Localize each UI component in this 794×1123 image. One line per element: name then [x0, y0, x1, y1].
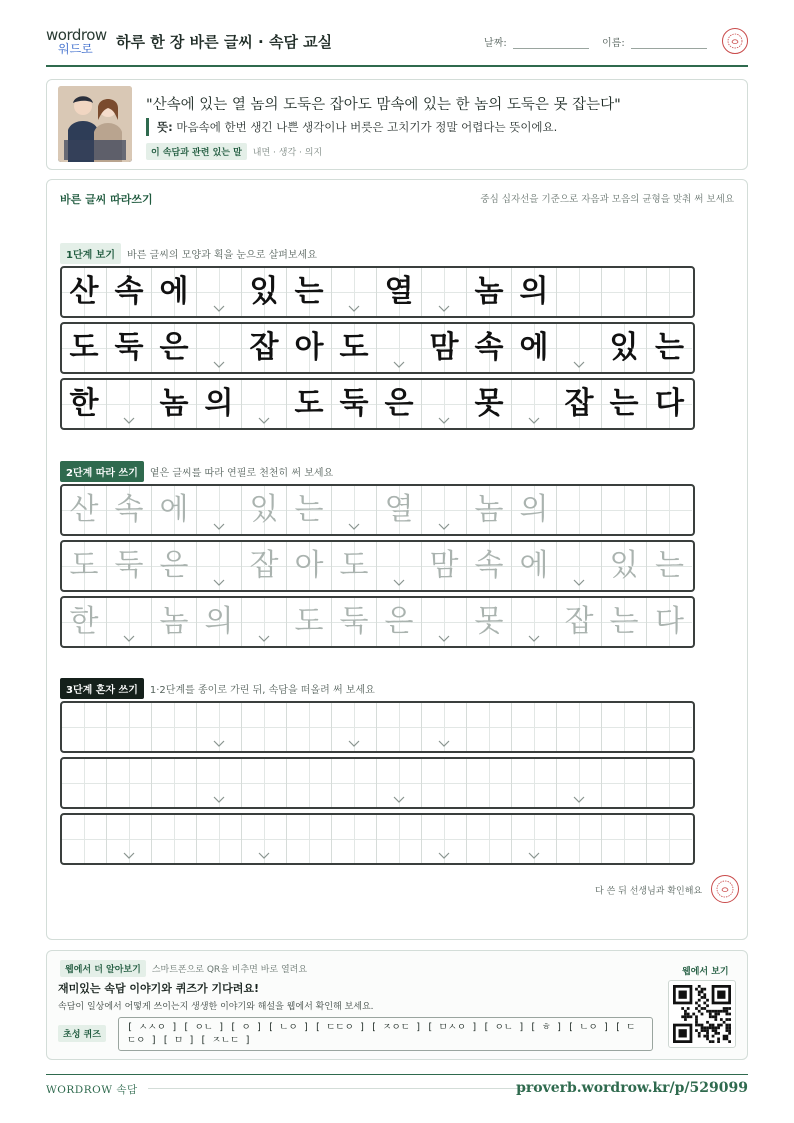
- writing-row[interactable]: [60, 813, 695, 865]
- grid-char: 아: [294, 330, 324, 365]
- grid-cell: [242, 324, 287, 372]
- grid-cell[interactable]: [287, 815, 332, 863]
- grid-cell[interactable]: [197, 598, 242, 646]
- web-header: [60, 960, 307, 977]
- writing-row: [60, 378, 695, 430]
- grid-char: 잡: [564, 604, 594, 639]
- grid-char: 한: [69, 604, 99, 639]
- grid-cell: [62, 324, 107, 372]
- grid-char: 는: [655, 330, 684, 365]
- grid-cell: [197, 268, 242, 316]
- grid-cell[interactable]: [107, 703, 152, 751]
- grid-cell[interactable]: [422, 703, 467, 751]
- space-mark-icon: [123, 635, 135, 642]
- grid-char: 맘: [429, 330, 459, 365]
- footer-rule: [148, 1088, 538, 1089]
- related-list: 내면 · 생각 · 의지: [252, 148, 323, 158]
- stamp-icon: [722, 28, 748, 54]
- grid-cell[interactable]: [512, 486, 557, 534]
- grid-char: 속: [114, 274, 144, 309]
- grid-cell: [152, 380, 197, 428]
- space-mark-icon: [528, 635, 540, 642]
- web-badge-sub: 스마트폰으로 QR을 비추면 바로 열려요: [151, 965, 308, 975]
- grid-cell[interactable]: [287, 486, 332, 534]
- grid-cell[interactable]: [152, 815, 197, 863]
- grid-cell[interactable]: [242, 598, 287, 646]
- grid-cell[interactable]: [242, 703, 287, 751]
- grid-cell[interactable]: [287, 703, 332, 751]
- grid-cell[interactable]: [467, 759, 512, 807]
- grid-cell[interactable]: [62, 598, 107, 646]
- meaning-label: 뜻:: [157, 120, 173, 134]
- grid-cell: [197, 380, 242, 428]
- grid-cell[interactable]: [152, 703, 197, 751]
- space-mark-icon: [438, 417, 450, 424]
- writing-row: [60, 322, 695, 374]
- grid-cell[interactable]: [62, 759, 107, 807]
- space-mark-icon: [213, 796, 225, 803]
- grid-char: 는: [609, 386, 639, 421]
- footer-divider: [46, 1074, 748, 1075]
- grid-char: 잡: [564, 386, 594, 421]
- grid-cell: [62, 380, 107, 428]
- space-mark-icon: [123, 417, 135, 424]
- grid-cell[interactable]: [467, 598, 512, 646]
- related-tag: 이 속담과 관련 있는 말: [146, 143, 247, 160]
- name-label: 이름:: [602, 38, 625, 49]
- grid-char: 있: [609, 330, 639, 365]
- quiz-label: [58, 1022, 106, 1042]
- grid-cell[interactable]: [647, 486, 692, 534]
- grid-char: 의: [519, 274, 549, 309]
- space-mark-icon: [348, 740, 360, 747]
- grid-char: 는: [655, 548, 684, 583]
- grid-cell[interactable]: [557, 598, 602, 646]
- grid-char: 속: [114, 492, 144, 527]
- date-field[interactable]: [484, 34, 589, 49]
- grid-cell: [647, 268, 692, 316]
- grid-cell[interactable]: [422, 759, 467, 807]
- space-mark-icon: [438, 523, 450, 530]
- writing-row[interactable]: [60, 484, 695, 536]
- space-mark-icon: [213, 579, 225, 586]
- grid-cell[interactable]: [377, 815, 422, 863]
- grid-cell[interactable]: [107, 486, 152, 534]
- date-label: 날짜:: [484, 38, 507, 49]
- web-badge: 웹에서 더 알아보기: [60, 960, 146, 977]
- chosung-quiz: [ ㅅㅅㅇ ] [ ㅇㄴ ] [ ㅇ ] [ ㄴㅇ ] [ ㄷㄷㅇ ] [ ㅈㅇㄷ ] [ ㅁㅅㅇ ] [ ㅇㄴ ] [ ㅎ ] [ ㄴㅇ ] [ ㄷㄷㅇ ] [ ㅁ ] [ ㅈㄴㄷ ]: [118, 1017, 653, 1051]
- grid-cell[interactable]: [332, 542, 377, 590]
- confirm-text: 다 쓴 뒤 선생님과 확인해요: [595, 886, 703, 897]
- space-mark-icon: [348, 523, 360, 530]
- grid-char: 놈: [159, 386, 189, 421]
- grid-cell[interactable]: [467, 542, 512, 590]
- grid-cell[interactable]: [332, 759, 377, 807]
- grid-char: 못: [474, 604, 504, 639]
- grid-cell[interactable]: [557, 759, 602, 807]
- grid-char: 도: [294, 604, 324, 639]
- grid-char: 다: [655, 386, 684, 421]
- grid-cell[interactable]: [422, 542, 467, 590]
- grid-cell[interactable]: [62, 542, 107, 590]
- grid-cell[interactable]: [152, 759, 197, 807]
- grid-char: 열: [384, 492, 414, 527]
- grid-cell: [602, 324, 647, 372]
- grid-cell[interactable]: [287, 598, 332, 646]
- grid-cell[interactable]: [512, 542, 557, 590]
- grid-char: 잡: [249, 330, 279, 365]
- space-mark-icon: [438, 305, 450, 312]
- grid-cell[interactable]: [512, 759, 557, 807]
- web-title: 재미있는 속담 이야기와 퀴즈가 기다려요!: [58, 982, 259, 995]
- space-mark-icon: [348, 305, 360, 312]
- grid-cell[interactable]: [332, 703, 377, 751]
- grid-cell[interactable]: [332, 598, 377, 646]
- step3-header: [60, 678, 375, 699]
- grid-cell[interactable]: [62, 703, 107, 751]
- footer-url[interactable]: proverb.wordrow.kr/p/529099: [516, 1080, 748, 1096]
- grid-cell: [512, 380, 557, 428]
- qr-label: 웹에서 보기: [682, 967, 729, 977]
- grid-char: 속: [474, 330, 504, 365]
- grid-cell: [512, 268, 557, 316]
- step3-badge: 3단계 혼자 쓰기: [60, 678, 144, 699]
- grid-cell: [152, 268, 197, 316]
- grid-cell[interactable]: [512, 703, 557, 751]
- writing-row[interactable]: [60, 701, 695, 753]
- grid-cell[interactable]: [647, 815, 692, 863]
- grid-cell[interactable]: [242, 542, 287, 590]
- grid-char: 도: [339, 548, 369, 583]
- writing-row[interactable]: [60, 757, 695, 809]
- grid-cell[interactable]: [242, 759, 287, 807]
- grid-char: 놈: [159, 604, 189, 639]
- grid-cell: [332, 324, 377, 372]
- grid-char: 못: [474, 386, 504, 421]
- grid-cell[interactable]: [422, 486, 467, 534]
- grid-cell[interactable]: [467, 815, 512, 863]
- grid-char: 도: [294, 386, 324, 421]
- quiz-tag: 초성 퀴즈: [58, 1025, 106, 1042]
- grid-char: 은: [159, 330, 189, 365]
- space-mark-icon: [438, 852, 450, 859]
- logo-text: wordrow: [46, 26, 107, 44]
- grid-cell[interactable]: [197, 486, 242, 534]
- grid-cell[interactable]: [467, 486, 512, 534]
- space-mark-icon: [573, 579, 585, 586]
- grid-cell: [467, 268, 512, 316]
- grid-cell[interactable]: [557, 703, 602, 751]
- grid-cell[interactable]: [377, 542, 422, 590]
- space-mark-icon: [213, 361, 225, 368]
- grid-char: 은: [384, 604, 414, 639]
- grid-cell[interactable]: [377, 703, 422, 751]
- grid-cell[interactable]: [197, 703, 242, 751]
- grid-char: 아: [294, 548, 324, 583]
- grid-char: 둑: [339, 604, 369, 639]
- space-mark-icon: [393, 579, 405, 586]
- proverb-quote: "산속에 있는 열 놈의 도둑은 잡아도 맘속에 있는 한 놈의 도둑은 못 잡는다": [146, 97, 621, 113]
- meaning-text: 마음속에 한번 생긴 나쁜 생각이나 버릇은 고치기가 정말 어렵다는 뜻이에요.: [176, 120, 558, 134]
- grid-char: 잡: [249, 548, 279, 583]
- grid-cell: [107, 324, 152, 372]
- grid-cell[interactable]: [647, 703, 692, 751]
- grid-char: 는: [294, 274, 324, 309]
- space-mark-icon: [213, 305, 225, 312]
- grid-cell: [467, 324, 512, 372]
- qr-code-icon[interactable]: [668, 980, 736, 1048]
- grid-cell[interactable]: [152, 598, 197, 646]
- practice-title: 바른 글씨 따라쓰기: [60, 193, 153, 206]
- grid-cell[interactable]: [557, 542, 602, 590]
- grid-cell[interactable]: [107, 542, 152, 590]
- grid-char: 둑: [339, 386, 369, 421]
- grid-char: 에: [519, 330, 549, 365]
- step3-desc: 1·2단계를 종이로 가린 뒤, 속담을 떠올려 써 보세요: [149, 685, 375, 696]
- grid-cell: [107, 380, 152, 428]
- space-mark-icon: [438, 635, 450, 642]
- grid-cell: [377, 268, 422, 316]
- grid-cell[interactable]: [377, 598, 422, 646]
- writing-row[interactable]: [60, 540, 695, 592]
- step2-desc: 옅은 글씨를 따라 연필로 천천히 써 보세요: [149, 468, 334, 479]
- space-mark-icon: [123, 852, 135, 859]
- grid-cell[interactable]: [377, 486, 422, 534]
- grid-cell: [287, 324, 332, 372]
- grid-cell[interactable]: [422, 598, 467, 646]
- page-title: 하루 한 장 바른 글씨 · 속담 교실: [116, 33, 333, 51]
- step2-header: [60, 461, 333, 482]
- grid-cell: [557, 380, 602, 428]
- grid-cell[interactable]: [332, 486, 377, 534]
- grid-cell[interactable]: [512, 598, 557, 646]
- grid-cell[interactable]: [602, 542, 647, 590]
- related-words: [146, 143, 322, 160]
- grid-cell[interactable]: [422, 815, 467, 863]
- grid-cell[interactable]: [647, 759, 692, 807]
- grid-char: 산: [69, 274, 99, 309]
- grid-char: 의: [519, 492, 549, 527]
- step2-badge: 2단계 따라 쓰기: [60, 461, 144, 482]
- grid-cell: [332, 268, 377, 316]
- grid-cell: [287, 380, 332, 428]
- grid-char: 도: [69, 330, 99, 365]
- writing-row: [60, 266, 695, 318]
- grid-char: 열: [384, 274, 414, 309]
- grid-cell: [647, 380, 692, 428]
- grid-cell: [602, 268, 647, 316]
- proverb-meaning: [146, 118, 557, 136]
- grid-cell[interactable]: [152, 486, 197, 534]
- grid-cell[interactable]: [557, 815, 602, 863]
- grid-char: 은: [159, 548, 189, 583]
- grid-char: 있: [249, 492, 279, 527]
- confirm-note: [595, 877, 739, 905]
- grid-cell: [287, 268, 332, 316]
- web-desc: 속담이 일상에서 어떻게 쓰이는지 생생한 이야기와 해설을 웹에서 확인해 보세요.: [58, 1002, 374, 1012]
- grid-char: 에: [159, 492, 189, 527]
- logo-subtext: 워드로: [58, 42, 93, 56]
- space-mark-icon: [258, 635, 270, 642]
- space-mark-icon: [393, 361, 405, 368]
- grid-cell: [557, 324, 602, 372]
- grid-cell[interactable]: [602, 703, 647, 751]
- grid-cell[interactable]: [62, 815, 107, 863]
- grid-char: 속: [474, 548, 504, 583]
- grid-cell[interactable]: [647, 598, 692, 646]
- grid-char: 있: [609, 548, 639, 583]
- grid-cell[interactable]: [107, 815, 152, 863]
- grid-cell: [107, 268, 152, 316]
- grid-char: 도: [339, 330, 369, 365]
- stamp-icon: [711, 875, 739, 903]
- grid-cell[interactable]: [602, 815, 647, 863]
- grid-cell[interactable]: [377, 759, 422, 807]
- space-mark-icon: [258, 852, 270, 859]
- grid-char: 도: [69, 548, 99, 583]
- space-mark-icon: [438, 740, 450, 747]
- proverb-illustration: [58, 86, 132, 162]
- grid-cell: [377, 380, 422, 428]
- grid-cell[interactable]: [512, 815, 557, 863]
- grid-char: 있: [249, 274, 279, 309]
- writing-row[interactable]: [60, 596, 695, 648]
- grid-cell: [422, 380, 467, 428]
- grid-cell[interactable]: [287, 542, 332, 590]
- grid-char: 놈: [474, 274, 504, 309]
- grid-cell: [557, 268, 602, 316]
- grid-char: 의: [204, 604, 234, 639]
- grid-cell: [647, 324, 692, 372]
- space-mark-icon: [258, 417, 270, 424]
- grid-cell[interactable]: [242, 486, 287, 534]
- step1-badge: 1단계 보기: [60, 243, 121, 264]
- grid-cell: [377, 324, 422, 372]
- grid-char: 는: [294, 492, 324, 527]
- grid-char: 놈: [474, 492, 504, 527]
- grid-cell: [242, 268, 287, 316]
- step1-desc: 바른 글씨의 모양과 획을 눈으로 살펴보세요: [127, 250, 317, 261]
- grid-cell: [242, 380, 287, 428]
- grid-cell[interactable]: [647, 542, 692, 590]
- space-mark-icon: [528, 417, 540, 424]
- space-mark-icon: [393, 796, 405, 803]
- step1-header: [60, 243, 317, 264]
- grid-cell[interactable]: [287, 759, 332, 807]
- grid-char: 은: [384, 386, 414, 421]
- grid-char: 다: [655, 604, 684, 639]
- grid-cell[interactable]: [197, 542, 242, 590]
- grid-cell: [62, 268, 107, 316]
- grid-cell[interactable]: [197, 815, 242, 863]
- wordrow-logo: [46, 28, 108, 56]
- space-mark-icon: [573, 361, 585, 368]
- name-field[interactable]: [602, 34, 707, 49]
- header-divider: [46, 65, 748, 67]
- grid-cell[interactable]: [557, 486, 602, 534]
- space-mark-icon: [573, 796, 585, 803]
- grid-cell[interactable]: [602, 759, 647, 807]
- grid-char: 에: [519, 548, 549, 583]
- grid-char: 둑: [114, 548, 144, 583]
- grid-char: 는: [609, 604, 639, 639]
- grid-char: 의: [204, 386, 234, 421]
- space-mark-icon: [213, 523, 225, 530]
- grid-cell[interactable]: [62, 486, 107, 534]
- grid-char: 에: [159, 274, 189, 309]
- grid-char: 둑: [114, 330, 144, 365]
- grid-cell[interactable]: [332, 815, 377, 863]
- grid-cell[interactable]: [197, 759, 242, 807]
- grid-cell[interactable]: [242, 815, 287, 863]
- footer-brand: WORDROW 속담: [46, 1084, 138, 1096]
- grid-cell[interactable]: [602, 598, 647, 646]
- space-mark-icon: [213, 740, 225, 747]
- grid-cell: [422, 324, 467, 372]
- space-mark-icon: [528, 852, 540, 859]
- grid-cell[interactable]: [107, 759, 152, 807]
- practice-hint: 중심 십자선을 기준으로 자음과 모음의 균형을 맞춰 써 보세요: [480, 194, 734, 205]
- grid-cell[interactable]: [107, 598, 152, 646]
- grid-cell: [152, 324, 197, 372]
- grid-cell[interactable]: [602, 486, 647, 534]
- grid-cell: [512, 324, 557, 372]
- grid-char: 맘: [429, 548, 459, 583]
- grid-cell: [602, 380, 647, 428]
- grid-cell: [422, 268, 467, 316]
- grid-char: 한: [69, 386, 99, 421]
- grid-cell[interactable]: [467, 703, 512, 751]
- grid-cell: [197, 324, 242, 372]
- grid-cell: [467, 380, 512, 428]
- grid-cell: [332, 380, 377, 428]
- grid-char: 산: [69, 492, 99, 527]
- grid-cell[interactable]: [152, 542, 197, 590]
